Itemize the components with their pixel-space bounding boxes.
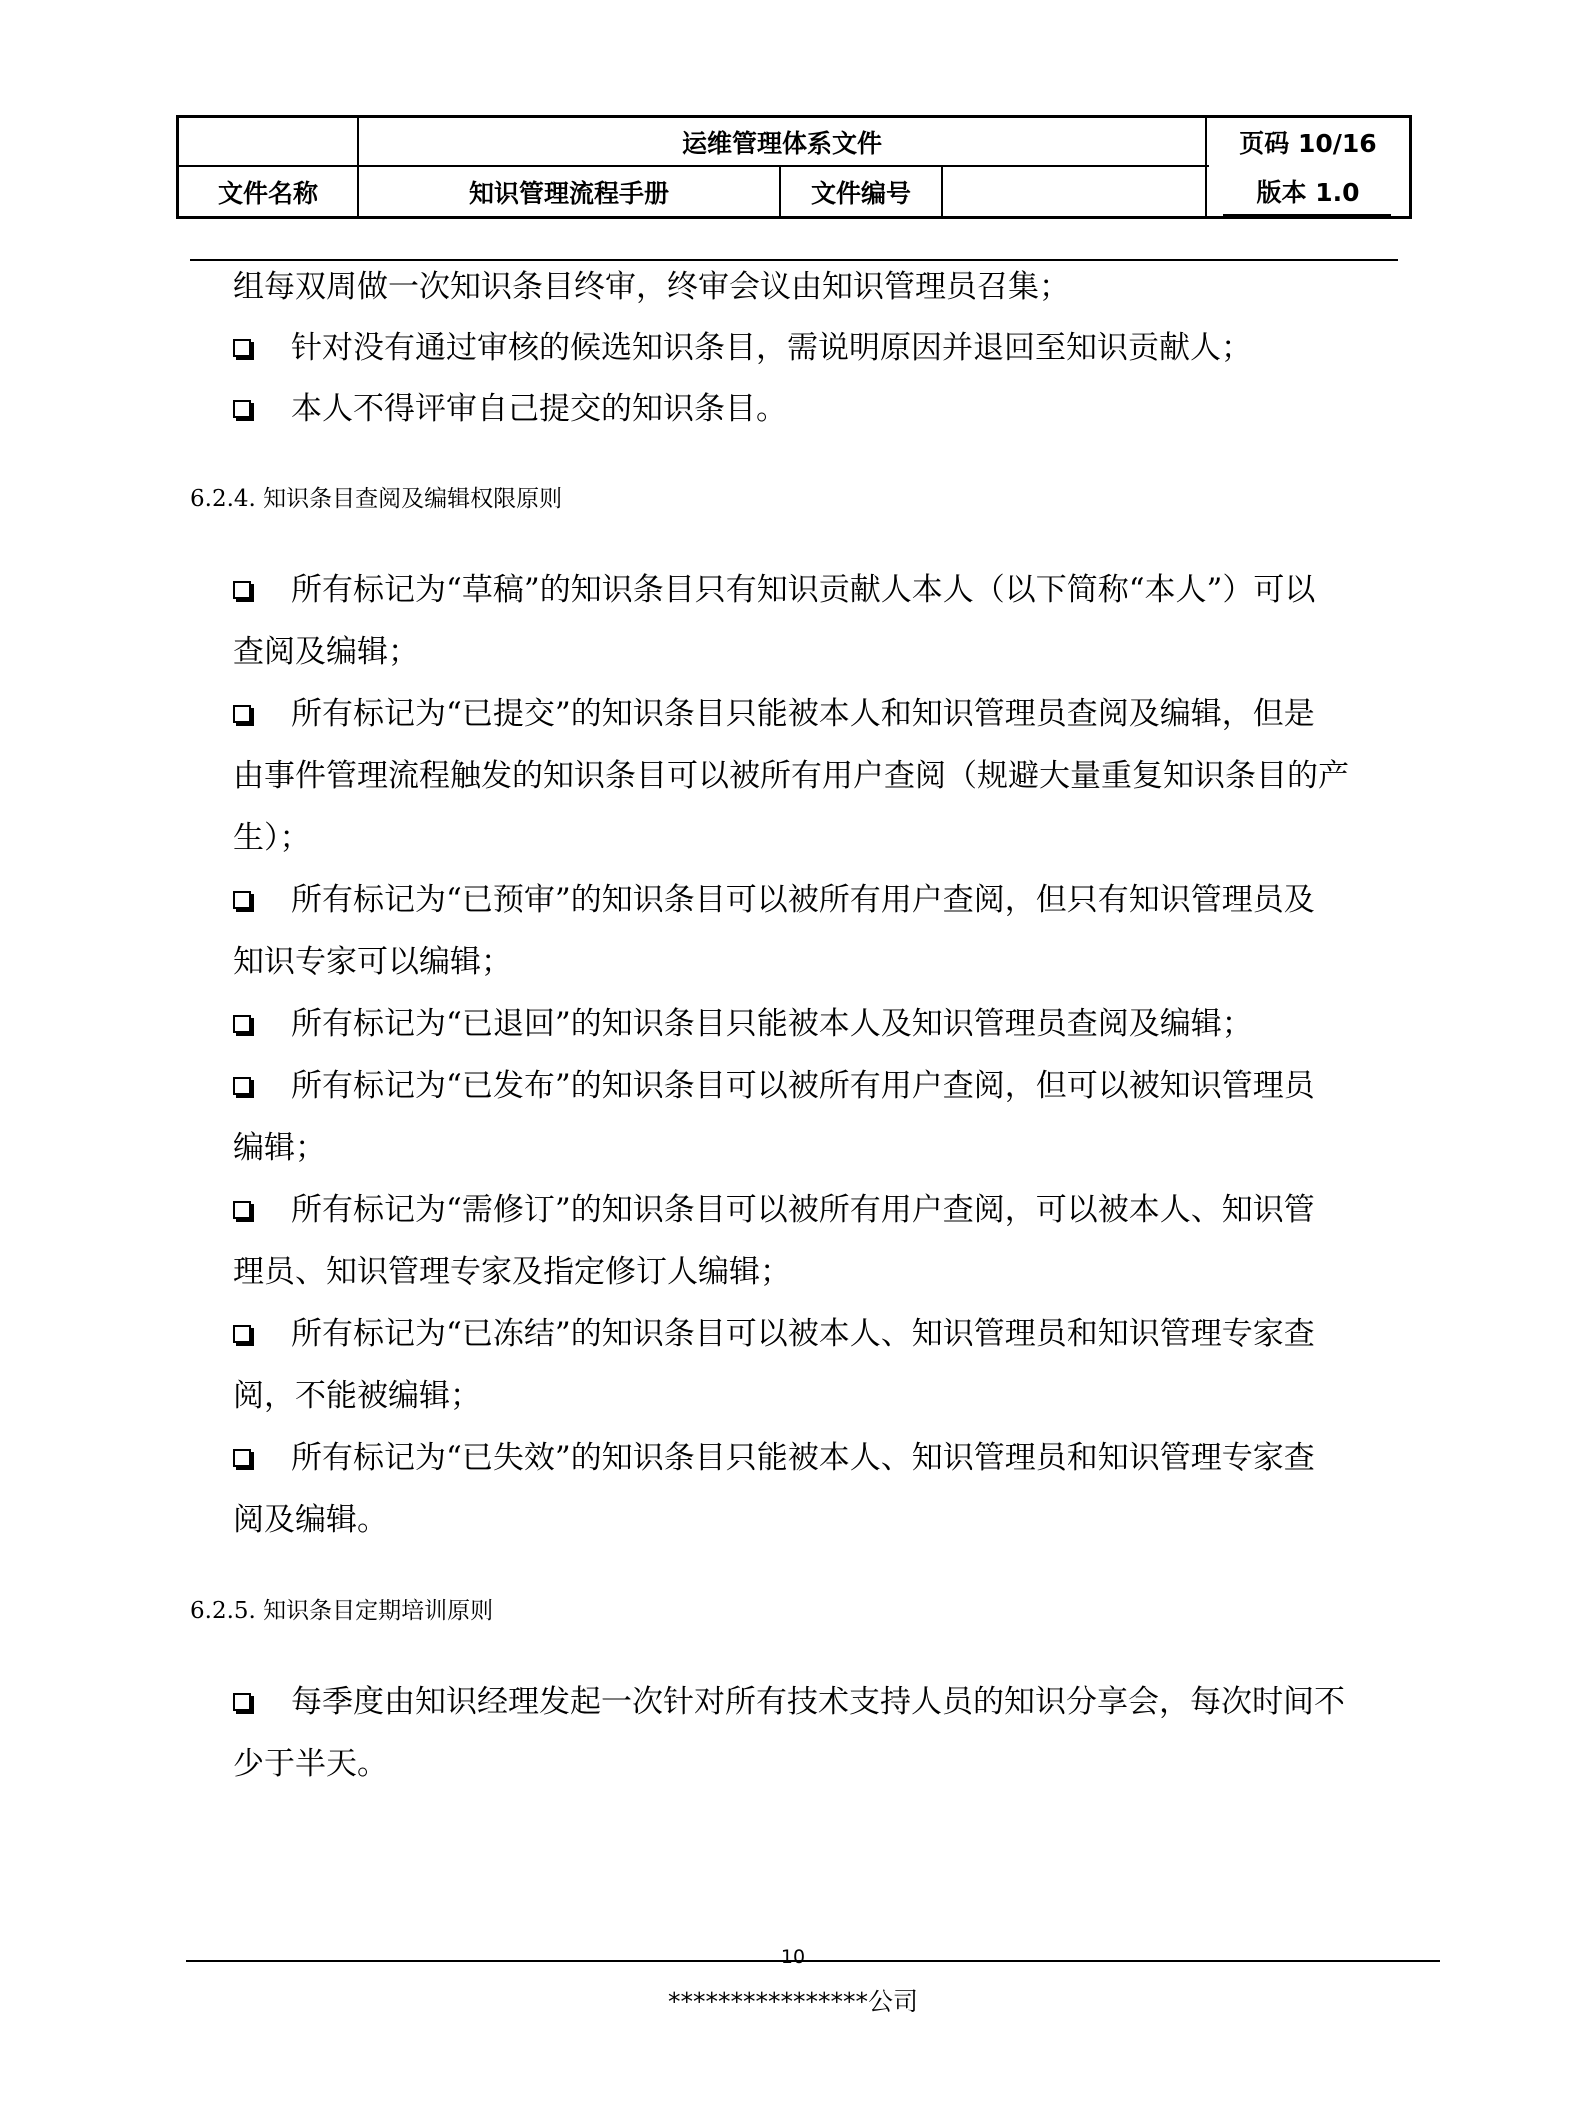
bullet-item xyxy=(233,1179,1315,1241)
bullet-item xyxy=(233,683,1315,745)
bullet-continuation: 理员、知识管理专家及指定修订人编辑； xyxy=(233,1254,791,1290)
bullet-continuation: 阅，不能被编辑； xyxy=(233,1378,481,1414)
checkbox-bullet-icon xyxy=(233,891,251,909)
checkbox-bullet-icon xyxy=(233,400,251,418)
bullet-text: 所有标记为“已发布”的知识条目可以被所有用户查阅，但可以被知识管理员 xyxy=(291,1068,1315,1104)
file-name-value: 知识管理流程手册 xyxy=(468,178,669,208)
bullet-item xyxy=(233,1427,1315,1489)
company-name: ****************公司 xyxy=(667,1987,918,2016)
paragraph-line: 组每双周做一次知识条目终审，终审会议由知识管理员召集； xyxy=(233,269,1070,305)
version-underline xyxy=(1223,214,1391,216)
bullet-item xyxy=(233,317,1252,379)
bullet-text: 所有标记为“需修订”的知识条目可以被所有用户查阅，可以被本人、知识管 xyxy=(291,1192,1315,1228)
bullet-item xyxy=(233,1055,1315,1117)
bullet-continuation: 生）； xyxy=(233,820,311,856)
bullet-text: 所有标记为“草稿”的知识条目只有知识贡献人本人（以下简称“本人”）可以 xyxy=(291,572,1316,608)
bullet-text: 所有标记为“已提交”的知识条目只能被本人和知识管理员查阅及编辑，但是 xyxy=(291,696,1315,732)
document-header-table xyxy=(176,115,1412,219)
bullet-text: 所有标记为“已预审”的知识条目可以被所有用户查阅，但只有知识管理员及 xyxy=(291,882,1315,918)
bullet-text: 本人不得评审自己提交的知识条目。 xyxy=(291,391,787,427)
section-heading-6-2-5: 6.2.5. 知识条目定期培训原则 xyxy=(190,1598,494,1624)
page-number: 10 xyxy=(780,1946,806,1968)
bullet-item xyxy=(233,378,787,440)
bullet-item xyxy=(233,993,1253,1055)
checkbox-bullet-icon xyxy=(233,705,251,723)
system-doc-title: 运维管理体系文件 xyxy=(681,128,882,158)
section-heading-6-2-4: 6.2.4. 知识条目查阅及编辑权限原则 xyxy=(190,486,563,512)
checkbox-bullet-icon xyxy=(233,339,251,357)
checkbox-bullet-icon xyxy=(233,1693,251,1711)
bullet-text: 所有标记为“已退回”的知识条目只能被本人及知识管理员查阅及编辑； xyxy=(291,1006,1253,1042)
bullet-continuation: 知识专家可以编辑； xyxy=(233,944,512,980)
checkbox-bullet-icon xyxy=(233,1077,251,1095)
checkbox-bullet-icon xyxy=(233,1015,251,1033)
checkbox-bullet-icon xyxy=(233,1325,251,1343)
bullet-item xyxy=(233,1303,1315,1365)
bullet-continuation: 阅及编辑。 xyxy=(233,1502,388,1538)
bullet-continuation: 编辑； xyxy=(233,1130,326,1166)
checkbox-bullet-icon xyxy=(233,1201,251,1219)
bullet-item xyxy=(233,869,1315,931)
page-indicator: 页码 10/16 xyxy=(1239,128,1377,158)
checkbox-bullet-icon xyxy=(233,1449,251,1467)
bullet-text: 所有标记为“已冻结”的知识条目可以被本人、知识管理员和知识管理专家查 xyxy=(291,1316,1315,1352)
file-number-label: 文件编号 xyxy=(810,178,911,208)
bullet-continuation: 少于半天。 xyxy=(233,1746,388,1782)
bullet-text: 所有标记为“已失效”的知识条目只能被本人、知识管理员和知识管理专家查 xyxy=(291,1440,1315,1476)
bullet-item xyxy=(233,559,1315,621)
bullet-text: 每季度由知识经理发起一次针对所有技术支持人员的知识分享会，每次时间不 xyxy=(291,1684,1345,1720)
file-number-value xyxy=(943,167,1205,216)
checkbox-bullet-icon xyxy=(233,581,251,599)
bullet-item xyxy=(233,1671,1345,1733)
bullet-continuation: 由事件管理流程触发的知识条目可以被所有用户查阅（规避大量重复知识条目的产 xyxy=(233,758,1349,794)
file-name-label: 文件名称 xyxy=(217,178,318,208)
version-label: 版本 1.0 xyxy=(1256,177,1360,207)
bullet-text: 针对没有通过审核的候选知识条目，需说明原因并退回至知识贡献人； xyxy=(291,330,1252,366)
bullet-continuation: 查阅及编辑； xyxy=(233,634,419,670)
